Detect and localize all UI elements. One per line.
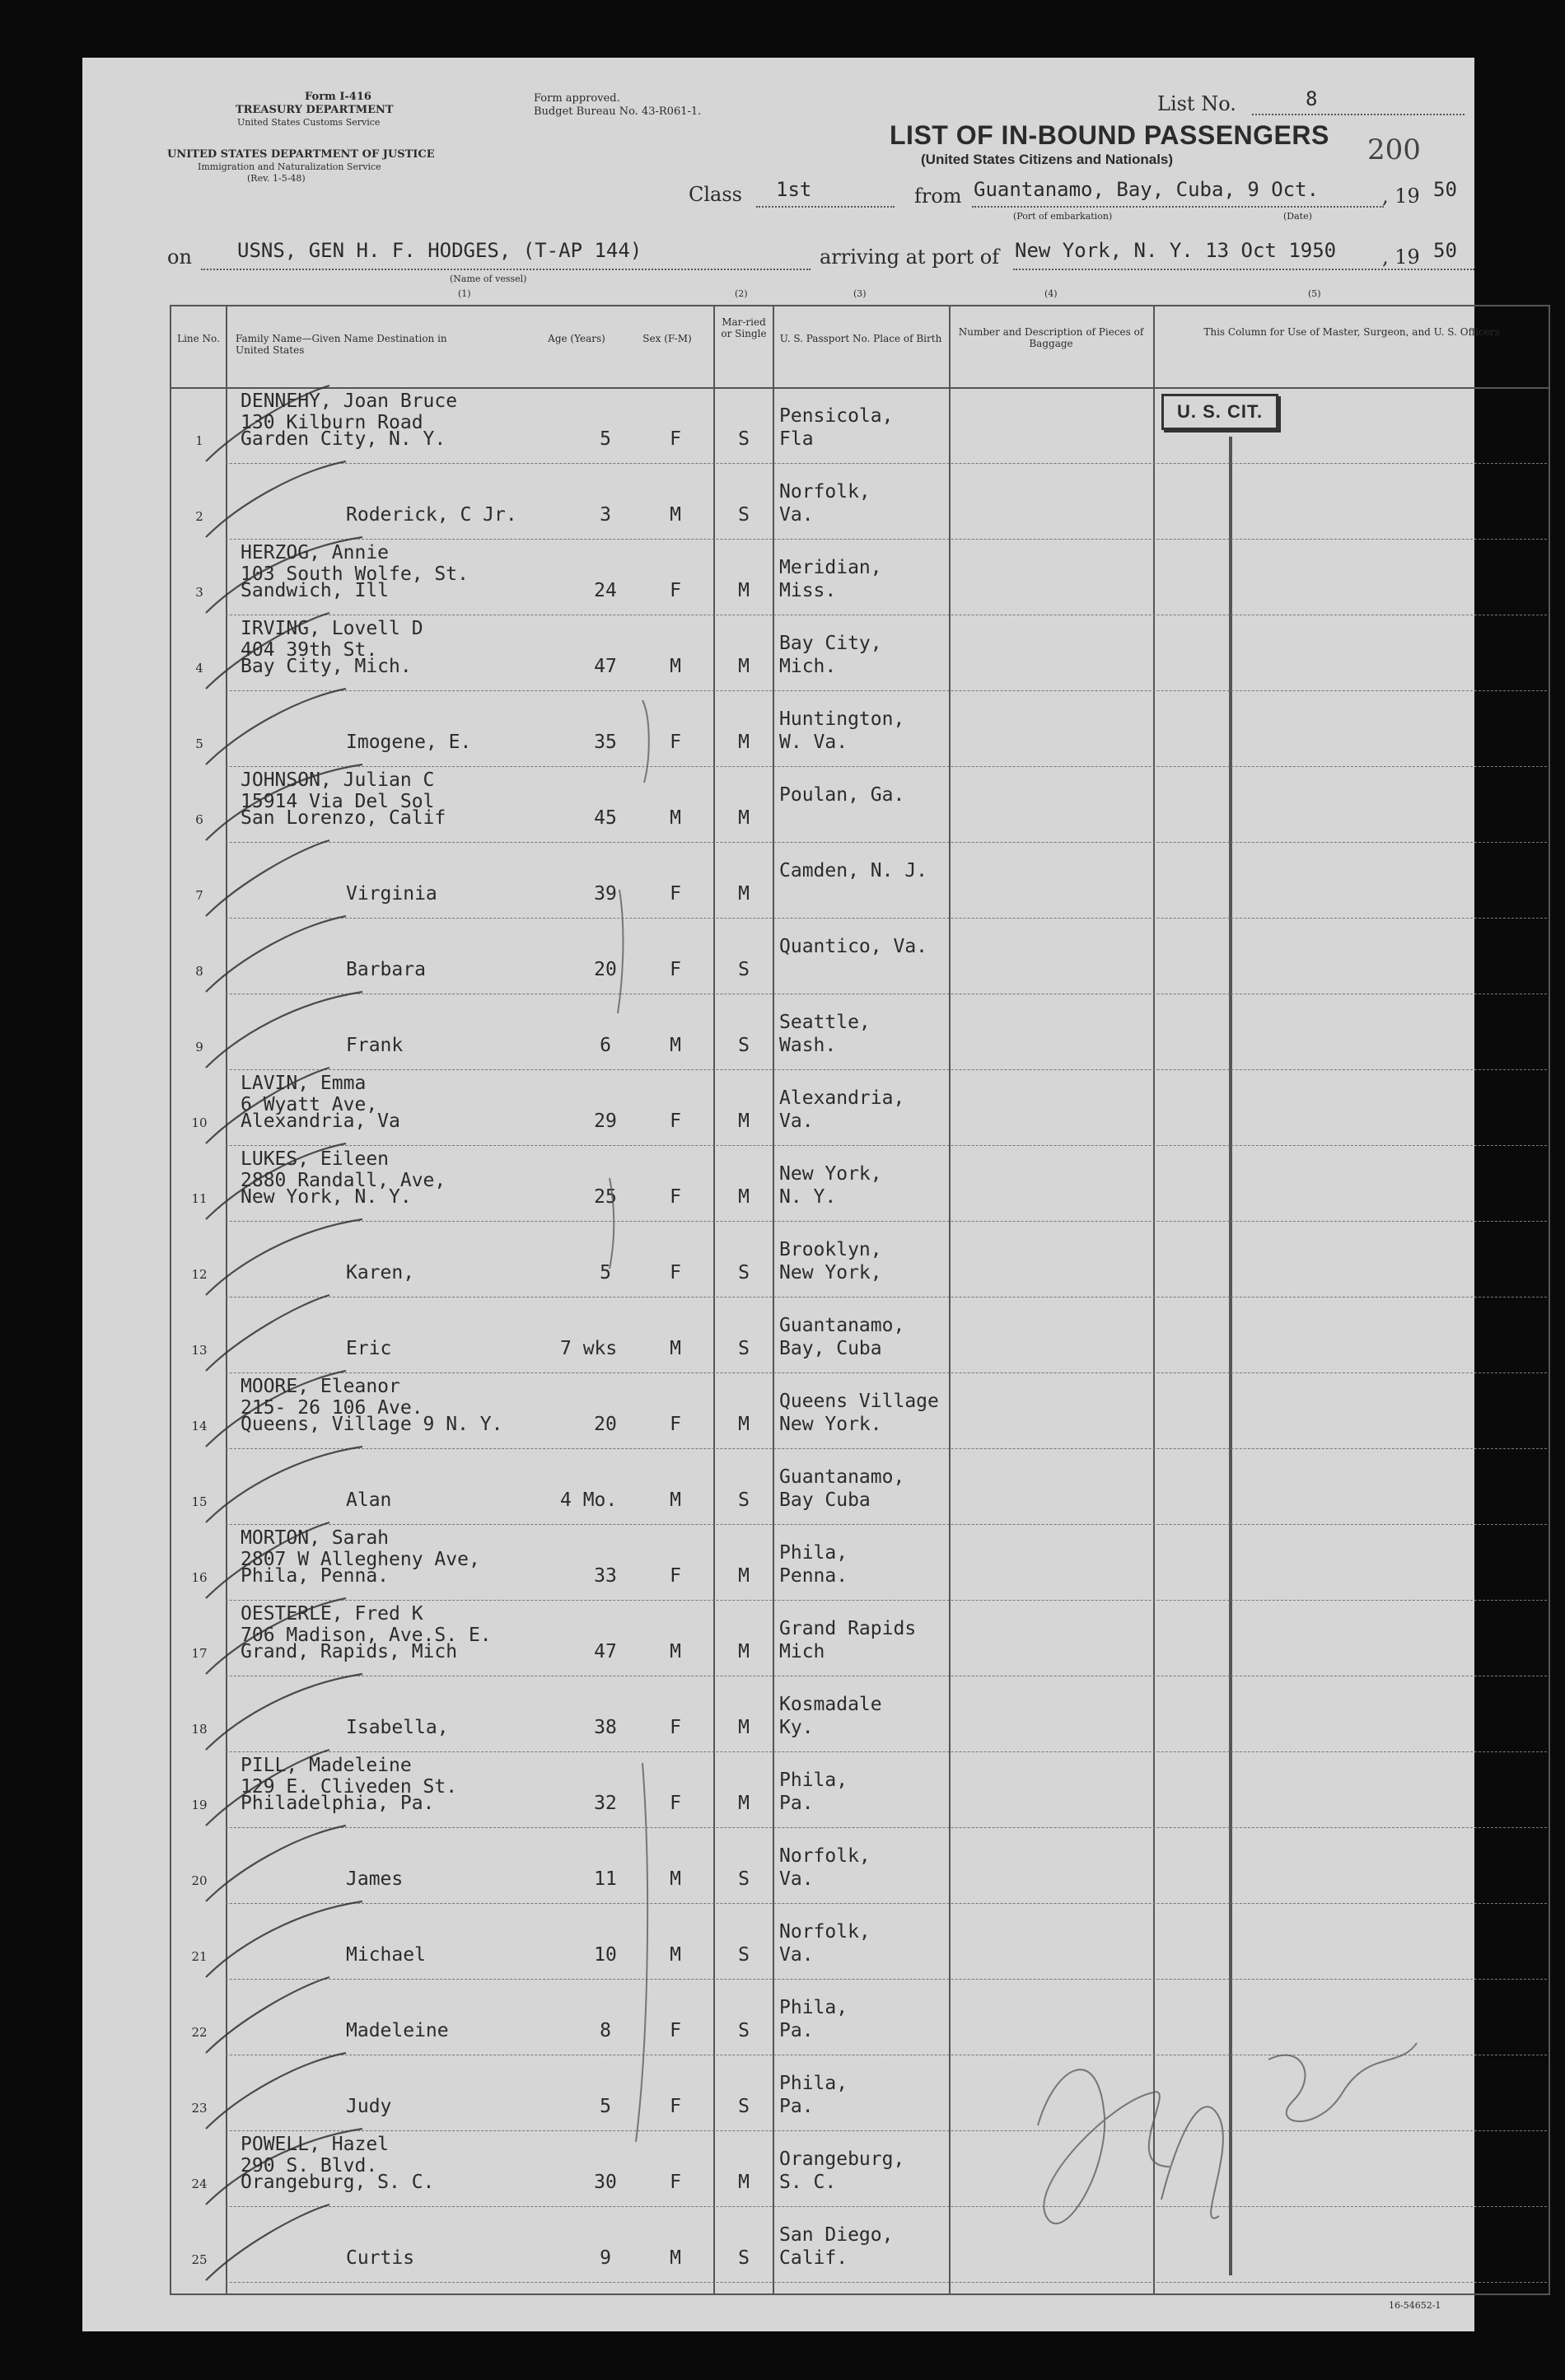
- age-value: 45: [594, 807, 617, 829]
- marital-value: S: [738, 1262, 750, 1284]
- revision: (Rev. 1-5-48): [247, 173, 306, 184]
- budget-bureau: Budget Bureau No. 43-R061-1.: [534, 105, 702, 118]
- line-number: 8: [195, 964, 203, 979]
- line-number: 3: [195, 585, 203, 600]
- destination-line: Virginia: [346, 883, 437, 905]
- ins-service: Immigration and Naturalization Service: [198, 161, 381, 172]
- colnum-1: (1): [458, 288, 471, 299]
- line-number: 13: [191, 1343, 208, 1358]
- birthplace-line1: Kosmadale: [779, 1694, 882, 1715]
- destination-line: Orangeburg, S. C.: [241, 2172, 435, 2193]
- line-number: 23: [191, 2101, 208, 2116]
- colnum-3: (3): [853, 288, 867, 299]
- sex-value: M: [670, 1641, 681, 1662]
- marital-value: M: [738, 1717, 750, 1738]
- year2-prefix: , 19: [1382, 245, 1420, 269]
- birthplace-line1: New York,: [779, 1163, 882, 1185]
- birthplace-line2: Penna.: [779, 1565, 848, 1587]
- class-value: 1st: [776, 178, 812, 201]
- line-number: 20: [191, 1873, 208, 1888]
- marital-value: M: [738, 580, 750, 601]
- check-mark: [206, 1750, 329, 1826]
- age-value: 5: [600, 2096, 611, 2117]
- line-number: 5: [195, 736, 203, 751]
- birthplace-line2: Va.: [779, 504, 814, 526]
- address-line: 2807 W Allegheny Ave,: [241, 1549, 480, 1570]
- sex-value: F: [670, 2096, 681, 2117]
- age-value: 8: [600, 2020, 611, 2041]
- check-mark: [206, 2205, 329, 2280]
- birthplace-line1: San Diego,: [779, 2224, 894, 2246]
- destination-line: Frank: [346, 1035, 404, 1056]
- page-subtitle: (United States Citizens and Nationals): [921, 152, 1174, 167]
- line-number: 2: [195, 509, 203, 524]
- line-number: 12: [191, 1267, 208, 1282]
- marital-value: S: [738, 428, 750, 450]
- check-mark: [206, 1826, 346, 1901]
- birthplace-line2: Mich: [779, 1641, 825, 1662]
- vessel-name: USNS, GEN H. F. HODGES, (T-AP 144): [237, 239, 642, 262]
- from-label: from: [914, 185, 962, 208]
- marital-value: S: [738, 1944, 750, 1966]
- age-value: 3: [600, 504, 611, 526]
- passenger-name: LUKES, Eileen: [241, 1148, 390, 1170]
- age-value: 32: [594, 1793, 617, 1814]
- date-caption: (Date): [1283, 211, 1312, 222]
- age-value: 5: [600, 428, 611, 450]
- line-number: 18: [191, 1722, 208, 1737]
- marital-value: M: [738, 807, 750, 829]
- line-number: 14: [191, 1419, 208, 1433]
- birthplace-line2: S. C.: [779, 2172, 837, 2193]
- address-line: 2880 Randall, Ave,: [241, 1170, 446, 1191]
- check-mark: [206, 689, 346, 764]
- check-mark: [206, 1522, 329, 1598]
- check-mark: [206, 1598, 346, 1674]
- list-no-label: List No.: [1157, 92, 1236, 115]
- age-value: 20: [594, 959, 617, 980]
- marital-value: M: [738, 1414, 750, 1435]
- birthplace-line2: Va.: [779, 1111, 814, 1132]
- birthplace-line1: Camden, N. J.: [779, 860, 928, 881]
- address-line: 130 Kilburn Road: [241, 412, 423, 433]
- age-value: 11: [594, 1868, 617, 1890]
- birthplace-line2: W. Va.: [779, 732, 848, 753]
- birthplace-line1: Quantico, Va.: [779, 936, 928, 957]
- check-mark: [206, 461, 346, 537]
- header-officers: This Column for Use of Master, Surgeon, and U. S. Officers: [1203, 326, 1500, 338]
- list-no-value: 8: [1306, 87, 1318, 110]
- line-number: 16: [191, 1570, 208, 1585]
- birthplace-line2: Wash.: [779, 1035, 837, 1056]
- birthplace-line1: Norfolk,: [779, 1845, 871, 1867]
- birthplace-line2: Pa.: [779, 2096, 814, 2117]
- annotation-marks: [82, 58, 1474, 2331]
- birthplace-line2: N. Y.: [779, 1186, 837, 1208]
- class-label: Class: [689, 183, 742, 206]
- check-mark: [206, 1143, 346, 1219]
- birthplace-line2: Va.: [779, 1868, 814, 1890]
- birthplace-line1: Huntington,: [779, 708, 905, 730]
- vessel-caption: (Name of vessel): [450, 274, 527, 284]
- header-passport: U. S. Passport No. Place of Birth: [779, 333, 942, 344]
- birthplace-line1: Brooklyn,: [779, 1239, 882, 1260]
- address-line: 103 South Wolfe, St.: [241, 563, 469, 585]
- sex-value: M: [670, 504, 681, 526]
- destination-line: Eric: [346, 1338, 392, 1359]
- sex-value: F: [670, 1565, 681, 1587]
- age-value: 30: [594, 2172, 617, 2193]
- passenger-name: POWELL, Hazel: [241, 2134, 390, 2155]
- sex-value: M: [670, 1338, 681, 1359]
- sex-value: M: [670, 807, 681, 829]
- header-name: Family Name—Given Name Destination in United States: [236, 333, 447, 356]
- birthplace-line1: Norfolk,: [779, 481, 871, 503]
- marital-value: M: [738, 1565, 750, 1587]
- address-line: 404 39th St.: [241, 639, 378, 661]
- year1-prefix: , 19: [1382, 185, 1420, 208]
- form-approved: Form approved.: [534, 92, 620, 105]
- header-age: Age (Years): [548, 333, 605, 344]
- marital-value: S: [738, 504, 750, 526]
- treasury-dept: TREASURY DEPARTMENT: [236, 104, 394, 116]
- age-value: 9: [600, 2247, 611, 2269]
- birthplace-line1: Queens Village: [779, 1391, 939, 1412]
- port-caption: (Port of embarkation): [1013, 211, 1113, 222]
- sex-value: F: [670, 580, 681, 601]
- destination-line: Isabella,: [346, 1717, 449, 1738]
- marital-value: S: [738, 959, 750, 980]
- age-value: 4 Mo.: [560, 1489, 618, 1511]
- birthplace-line1: Meridian,: [779, 557, 882, 578]
- marital-value: M: [738, 1641, 750, 1662]
- line-number: 11: [191, 1191, 208, 1206]
- line-number: 21: [191, 1949, 208, 1964]
- age-value: 20: [594, 1414, 617, 1435]
- check-mark: [206, 1901, 362, 1977]
- check-mark: [206, 613, 329, 689]
- check-mark: [206, 1068, 329, 1143]
- destination-line: Barbara: [346, 959, 426, 980]
- manifest-page: [82, 58, 1500, 2331]
- marital-value: S: [738, 2096, 750, 2117]
- from-value: Guantanamo, Bay, Cuba, 9 Oct.: [974, 178, 1320, 201]
- marital-value: S: [738, 1338, 750, 1359]
- destination-line: Philadelphia, Pa.: [241, 1793, 435, 1814]
- sex-value: M: [670, 1868, 681, 1890]
- destination-line: Imogene, E.: [346, 732, 472, 753]
- destination-line: Judy: [346, 2096, 392, 2117]
- birthplace-line2: Miss.: [779, 580, 837, 601]
- age-value: 5: [600, 1262, 611, 1284]
- line-number: 19: [191, 1798, 208, 1812]
- line-number: 9: [195, 1040, 203, 1054]
- sex-value: M: [670, 656, 681, 677]
- line-number: 17: [191, 1646, 208, 1661]
- age-value: 47: [594, 1641, 617, 1662]
- birthplace-line2: New York,: [779, 1262, 882, 1284]
- marital-value: S: [738, 1489, 750, 1511]
- check-mark: [206, 1371, 346, 1447]
- age-value: 33: [594, 1565, 617, 1587]
- address-line: 706 Madison, Ave.S. E.: [241, 1625, 492, 1646]
- birthplace-line2: Bay Cuba: [779, 1489, 871, 1511]
- check-mark: [206, 2129, 362, 2205]
- check-mark: [206, 1674, 362, 1750]
- destination-line: New York, N. Y.: [241, 1186, 412, 1208]
- colnum-2: (2): [735, 288, 748, 299]
- age-value: 6: [600, 1035, 611, 1056]
- sex-value: M: [670, 1035, 681, 1056]
- destination-line: Phila, Penna.: [241, 1565, 390, 1587]
- birthplace-line2: Va.: [779, 1944, 814, 1966]
- birthplace-line2: New York.: [779, 1414, 882, 1435]
- birthplace-line2: Pa.: [779, 2020, 814, 2041]
- page-title: LIST OF IN-BOUND PASSENGERS: [890, 120, 1329, 150]
- passenger-name: MORTON, Sarah: [241, 1527, 390, 1549]
- marital-value: M: [738, 732, 750, 753]
- header-married: Mar-ried or Single: [721, 316, 767, 339]
- age-value: 7 wks: [560, 1338, 618, 1359]
- sex-value: M: [670, 1944, 681, 1966]
- address-line: 215- 26 106 Ave.: [241, 1397, 423, 1419]
- birthplace-line1: Grand Rapids: [779, 1618, 917, 1639]
- sex-value: F: [670, 2020, 681, 2041]
- marital-value: M: [738, 883, 750, 905]
- year2-value: 50: [1433, 239, 1457, 262]
- header-line-no: Line No.: [177, 333, 220, 344]
- marital-value: S: [738, 2020, 750, 2041]
- us-citizen-stamp: U. S. CIT.: [1161, 394, 1278, 430]
- line-number: 24: [191, 2177, 208, 2191]
- destination-line: San Lorenzo, Calif: [241, 807, 446, 829]
- birthplace-line1: Phila,: [779, 1770, 848, 1791]
- header-sex: Sex (F-M): [642, 333, 692, 344]
- age-value: 39: [594, 883, 617, 905]
- sex-value: F: [670, 1717, 681, 1738]
- arriving-label: arriving at port of: [820, 245, 1000, 269]
- check-mark: [206, 537, 362, 613]
- check-mark: [206, 2053, 346, 2129]
- stamp-number: 200: [1367, 133, 1421, 166]
- line-number: 7: [195, 888, 203, 903]
- sex-value: F: [670, 959, 681, 980]
- on-label: on: [167, 245, 192, 269]
- passenger-name: JOHNSON, Julian C: [241, 769, 435, 791]
- colnum-5: (5): [1308, 288, 1321, 299]
- birthplace-line1: Alexandria,: [779, 1087, 905, 1109]
- birthplace-line2: Pa.: [779, 1793, 814, 1814]
- marital-value: S: [738, 1035, 750, 1056]
- line-number: 22: [191, 2025, 208, 2040]
- destination-line: Sandwich, Ill: [241, 580, 390, 601]
- passenger-name: IRVING, Lovell D: [241, 618, 423, 639]
- line-number: 6: [195, 812, 203, 827]
- birthplace-line1: Orangeburg,: [779, 2149, 905, 2170]
- marital-value: M: [738, 2172, 750, 2193]
- passenger-name: OESTERLE, Fred K: [241, 1603, 423, 1625]
- check-mark: [206, 386, 329, 461]
- destination-line: Queens, Village 9 N. Y.: [241, 1414, 503, 1435]
- marital-value: M: [738, 1793, 750, 1814]
- sex-value: F: [670, 2172, 681, 2193]
- birthplace-line1: Phila,: [779, 2073, 848, 2094]
- check-mark: [206, 992, 362, 1068]
- destination-line: Grand, Rapids, Mich: [241, 1641, 458, 1662]
- destination-line: Madeleine: [346, 2020, 449, 2041]
- birthplace-line2: Fla: [779, 428, 814, 450]
- destination-line: Michael: [346, 1944, 426, 1966]
- birthplace-line1: Guantanamo,: [779, 1466, 905, 1488]
- age-value: 47: [594, 656, 617, 677]
- sex-value: F: [670, 1793, 681, 1814]
- passenger-name: HERZOG, Annie: [241, 542, 390, 563]
- header-baggage: Number and Description of Pieces of Baggage: [958, 326, 1144, 349]
- marital-value: M: [738, 656, 750, 677]
- birthplace-line1: Phila,: [779, 1997, 848, 2018]
- marital-value: M: [738, 1186, 750, 1208]
- birthplace-line2: Calif.: [779, 2247, 848, 2269]
- birthplace-line1: Guantanamo,: [779, 1315, 905, 1336]
- line-number: 1: [195, 433, 203, 448]
- age-value: 35: [594, 732, 617, 753]
- line-number: 4: [195, 661, 203, 676]
- sex-value: F: [670, 1414, 681, 1435]
- birthplace-line1: Seattle,: [779, 1012, 871, 1033]
- age-value: 24: [594, 580, 617, 601]
- line-number: 15: [191, 1494, 208, 1509]
- line-number: 25: [191, 2252, 208, 2267]
- destination-line: Alan: [346, 1489, 392, 1511]
- birthplace-line1: Norfolk,: [779, 1921, 871, 1943]
- destination-line: Curtis: [346, 2247, 415, 2269]
- check-mark: [206, 1295, 329, 1371]
- marital-value: S: [738, 2247, 750, 2269]
- age-value: 38: [594, 1717, 617, 1738]
- birthplace-line2: Ky.: [779, 1717, 814, 1738]
- colnum-4: (4): [1044, 288, 1058, 299]
- passenger-name: MOORE, Eleanor: [241, 1376, 400, 1397]
- birthplace-line2: Bay, Cuba: [779, 1338, 882, 1359]
- check-mark: [206, 1219, 362, 1295]
- sex-value: F: [670, 883, 681, 905]
- address-line: 129 E. Cliveden St.: [241, 1776, 458, 1798]
- destination-line: Alexandria, Va: [241, 1111, 400, 1132]
- age-value: 25: [594, 1186, 617, 1208]
- check-mark: [206, 840, 329, 916]
- destination-line: Karen,: [346, 1262, 415, 1284]
- destination-line: Garden City, N. Y.: [241, 428, 446, 450]
- form-code: 16-54652-1: [1389, 2300, 1441, 2311]
- destination-line: Bay City, Mich.: [241, 656, 412, 677]
- address-line: 15914 Via Del Sol: [241, 791, 435, 812]
- sex-value: F: [670, 732, 681, 753]
- arrival-value: New York, N. Y. 13 Oct 1950: [1015, 239, 1337, 262]
- check-mark: [206, 764, 362, 840]
- year1-value: 50: [1433, 178, 1457, 201]
- check-mark: [206, 916, 346, 992]
- check-mark: [206, 1447, 362, 1522]
- birthplace-line1: Phila,: [779, 1542, 848, 1564]
- sex-value: F: [670, 1186, 681, 1208]
- birthplace-line1: Bay City,: [779, 633, 882, 654]
- customs-service: United States Customs Service: [237, 117, 381, 128]
- form-number: Form I-416: [305, 91, 371, 103]
- passenger-name: PILL, Madeleine: [241, 1755, 412, 1776]
- sex-value: F: [670, 1262, 681, 1284]
- marital-value: S: [738, 1868, 750, 1890]
- passenger-name: LAVIN, Emma: [241, 1073, 367, 1094]
- birthplace-line1: Poulan, Ga.: [779, 784, 905, 806]
- address-line: 6 Wyatt Ave,: [241, 1094, 378, 1115]
- sex-value: M: [670, 2247, 681, 2269]
- sex-value: M: [670, 1489, 681, 1511]
- justice-dept: UNITED STATES DEPARTMENT OF JUSTICE: [167, 148, 435, 161]
- destination-line: Roderick, C Jr.: [346, 504, 517, 526]
- check-mark: [206, 1977, 329, 2053]
- sex-value: F: [670, 428, 681, 450]
- age-value: 29: [594, 1111, 617, 1132]
- line-number: 10: [191, 1115, 208, 1130]
- marital-value: M: [738, 1111, 750, 1132]
- age-value: 10: [594, 1944, 617, 1966]
- address-line: 290 S. Blvd.: [241, 2155, 378, 2177]
- destination-line: James: [346, 1868, 404, 1890]
- birthplace-line1: Pensicola,: [779, 405, 894, 427]
- sex-value: F: [670, 1111, 681, 1132]
- passenger-name: DENNEHY, Joan Bruce: [241, 390, 458, 412]
- birthplace-line2: Mich.: [779, 656, 837, 677]
